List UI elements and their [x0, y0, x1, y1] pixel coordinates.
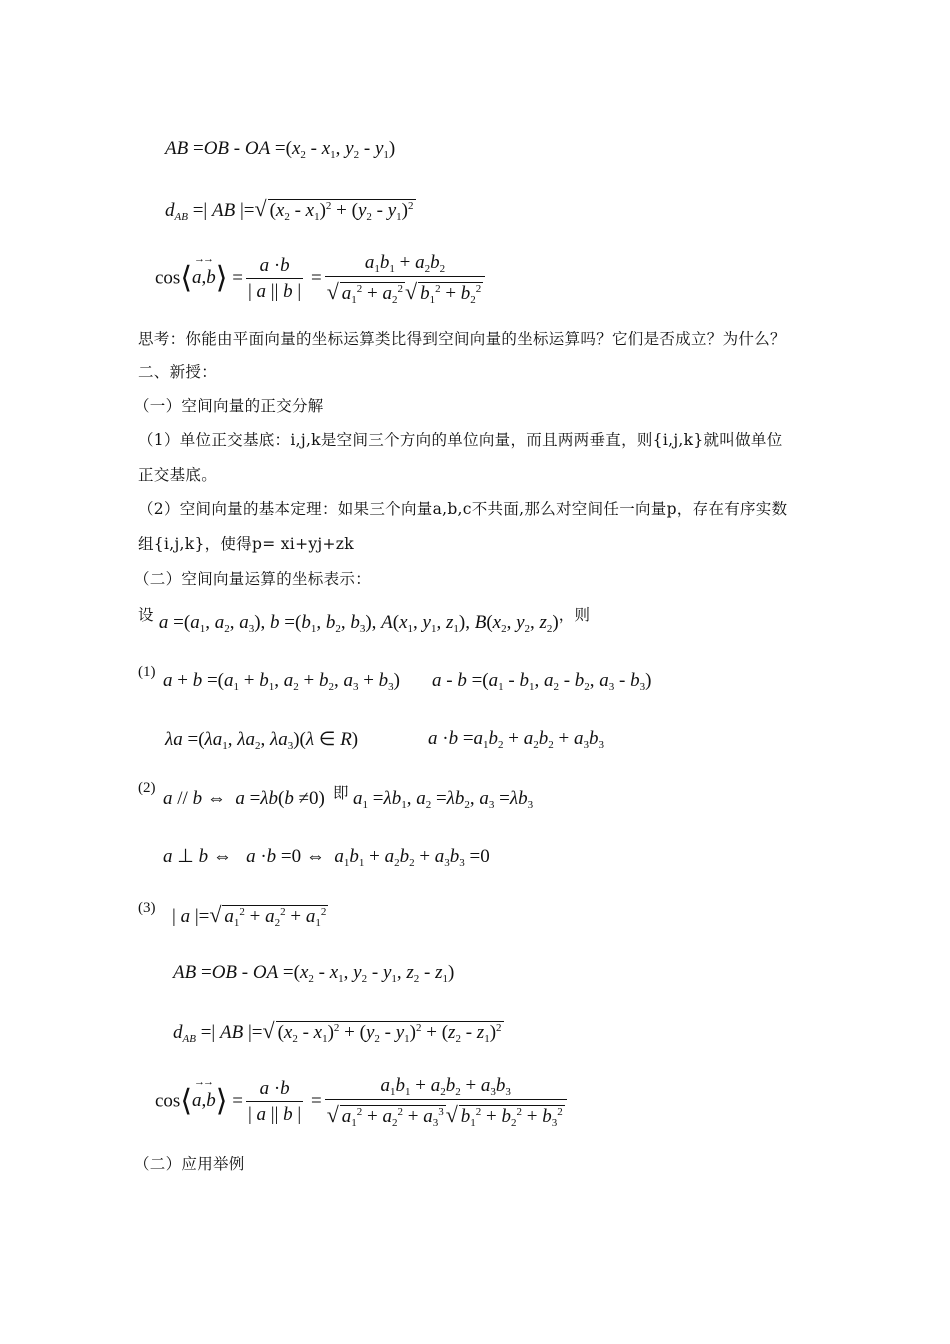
section-new-teaching: 二、新授：: [138, 363, 218, 381]
item-2-ji: 即: [333, 784, 349, 802]
formula-perpendicular: a ⊥ b ⇔ a ·b =0 ⇔ $a_1b_1 + a_2b_2 + a_3b_3 =0$: [163, 846, 490, 869]
subsection-application-examples: （二）应用举例: [134, 1155, 245, 1173]
formula-cos-2d: cos⟨ →→ a,b⟩ = $\frac{a \cdot b}{| a || b |}$ = $\frac{a_1b_1 + a_2b_2}{√ a_1^2 + a_2^2√ b_1^2 + b_2^2}$: [155, 252, 488, 306]
formula-vector-sum: $a + b =(a_1 + b_1$, $a_2 + b_2$, $a_3 + b_3$): [163, 670, 400, 693]
formula-parallel-components: $a_1 =\lambda b_1$, $a_2 =\lambda b_2$, $a_3 =\lambda b_3$: [353, 788, 534, 811]
item-3-label: (3): [138, 900, 156, 916]
formula-distance-3d: $d_{AB}$ =| AB |=√ $(x_2 - x_1)^2 + (y_2 - y_1)^2 + (z_2 - z_1)^2$: [173, 1018, 502, 1045]
formula-vector-difference: $a - b =(a_1 - b_1$, $a_2 - b_2$, $a_3 - b_3$): [432, 670, 652, 693]
paragraph-2-line-2: 组{i,j,k}，使得p= xi+yj+zk: [138, 535, 354, 553]
setup-formula: $a =(a_1$, $a_2$, $a_3$), $b =(b_1$, $b_2$, $b_3$), $A(x_1$, $y_1$, $z_1$), $B(x_2$, $y_2$, $z_2$): [158, 612, 559, 635]
think-question: 思考：你能由平面向量的坐标运算类比得到空间向量的坐标运算吗？它们是否成立？为什么？: [138, 330, 786, 348]
paragraph-1-line-1: （1）单位正交基底：i,j,k是空间三个方向的单位向量，而且两两垂直，则{i,j,k}就叫做单位: [138, 431, 783, 449]
formula-ab-vector: AB =OB - OA $=(x_2 - x_1$, $y_2 - y_1$): [165, 138, 396, 161]
formula-parallel: a // b ⇔ a =λb(b ≠0): [163, 788, 325, 809]
setup-suffix: ，则: [558, 606, 591, 624]
formula-vector-norm: | a |=√ $a_1^2 + a_2^2 + a_1^2$: [172, 902, 327, 929]
formula-dot-product: $a \cdot b =a_1b_2 + a_2b_2 + a_3b_3$: [428, 728, 604, 751]
setup-line: [138, 603, 591, 635]
paragraph-2-line-1: （2）空间向量的基本定理：如果三个向量a,b,c不共面,那么对空间任一向量p，存在有序实数: [138, 500, 788, 518]
paragraph-1-line-2: 正交基底。: [138, 466, 218, 484]
subsection-coordinate-operations: （二）空间向量运算的坐标表示：: [134, 570, 372, 588]
formula-scalar-multiple: $\lambda a =(\lambda a_1$, $\lambda a_2$, $\lambda a_3)(\lambda$ ∈ R): [165, 729, 359, 752]
subsection-orthogonal-decomposition: （一）空间向量的正交分解: [134, 397, 324, 415]
item-2-label: (2): [138, 780, 156, 796]
formula-distance-2d: $d_{AB}$ =| AB |=√ $(x_2 - x_1)^2 + (y_2 - y_1)^2$: [165, 196, 414, 223]
setup-prefix: 设: [138, 606, 154, 624]
item-1-label: (1): [138, 664, 156, 680]
formula-cos-3d: cos⟨ →→ a,b⟩ = $\frac{a \cdot b}{| a || b |}$ = $\frac{a_1b_1 + a_2b_2 + a_3b_3}{√ a_1^2 + a_2^2 + a_3^3√ b_1^2 + b_2^2 + b_3^2}$: [155, 1075, 570, 1129]
formula-ab-vector-3d: AB =OB - OA $=(x_2 - x_1$, $y_2 - y_1$, $z_2 - z_1$): [173, 962, 455, 985]
